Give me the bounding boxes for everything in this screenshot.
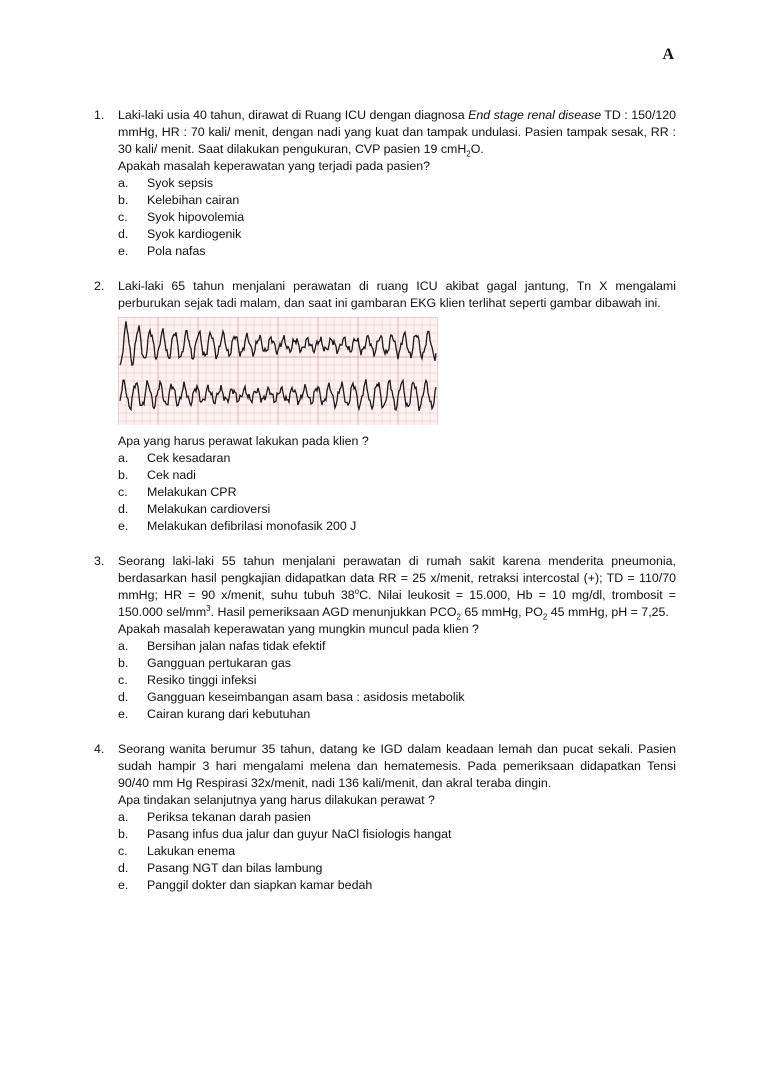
question-2 [94,278,676,535]
option-a: a. Bersihan jalan nafas tidak efektif [118,639,326,653]
option-a: a. Cek kesadaran [118,451,231,465]
question-1 [94,107,676,260]
question-prompt: Apa yang harus perawat lakukan pada klien ? [118,434,369,448]
question-number: 2. [94,279,105,293]
option-e: e. Panggil dokter dan siapkan kamar bedah [118,878,373,892]
ecg-strip-image [118,317,438,425]
question-number: 1. [94,108,105,122]
option-list [118,175,676,260]
question-prompt: Apa tindakan selanjutnya yang harus dilakukan perawat ? [118,793,435,807]
question-number: 4. [94,742,105,756]
option-e: e. Pola nafas [118,244,206,258]
option-list [118,638,676,723]
question-list [94,107,676,912]
option-d: d. Gangguan keseimbangan asam basa : asidosis metabolik [118,690,465,704]
question-stem: Laki-laki usia 40 tahun, dirawat di Ruang ICU dengan diagnosa End stage renal disease TD : 150/120 mmHg, HR : 70 kali/ menit, dengan nadi yang kuat dan tampak undulasi. Pasien tampak sesak, RR : 30 kali/ menit. Saat dilakukan pengukuran, CVP pasien 19 cmH$_2$O. [118,108,676,159]
question-prompt: Apakah masalah keperawatan yang terjadi pada pasien? [118,159,431,173]
option-b: b. Kelebihan cairan [118,193,240,207]
option-a: a. Periksa tekanan darah pasien [118,810,311,824]
question-3 [94,553,676,723]
question-4 [94,741,676,894]
option-b: b. Cek nadi [118,468,196,482]
option-d: d. Syok kardiogenik [118,227,242,241]
question-stem: Laki-laki 65 tahun menjalani perawatan di ruang ICU akibat gagal jantung, Tn X mengalami perburukan sejak tadi malam, dan saat ini gambaran EKG klien terlihat seperti gambar dibawah ini. [118,279,676,310]
option-a: a. Syok sepsis [118,176,214,190]
option-list [118,450,676,535]
page-letter: A [662,46,674,63]
option-c: c. Lakukan enema [118,844,236,858]
option-e: e. Melakukan defibrilasi monofasik 200 J [118,519,357,533]
option-b: b. Pasang infus dua jalur dan guyur NaCl fisiologis hangat [118,827,452,841]
option-d: d. Pasang NGT dan bilas lambung [118,861,323,875]
option-e: e. Cairan kurang dari kebutuhan [118,707,311,721]
option-list [118,809,676,894]
ecg-strip-svg [118,317,438,425]
option-c: c. Syok hipovolemia [118,210,245,224]
question-prompt: Apakah masalah keperawatan yang mungkin muncul pada klien ? [118,622,479,636]
option-d: d. Melakukan cardioversi [118,502,271,516]
option-c: c. Melakukan CPR [118,485,237,499]
option-c: c. Resiko tinggi infeksi [118,673,257,687]
question-stem: Seorang wanita berumur 35 tahun, datang ke IGD dalam keadaan lemah dan pucat sekali. Pasien sudah hampir 3 hari mengalami melena dan hematemesis. Pada pemeriksaan didapatkan Tensi 90/40 mm Hg Respirasi 32x/menit, nadi 136 kali/menit, dan akral teraba dingin. [118,742,676,790]
option-b: b. Gangguan pertukaran gas [118,656,291,670]
question-stem: Seorang laki-laki 55 tahun menjalani perawatan di rumah sakit karena menderita pneumonia, berdasarkan hasil pengkajian didapatkan data RR = 25 x/menit, retraksi intercostal (+); TD = 110/70 mmHg; HR = 90 x/menit, suhu tubuh 38$^o$C. Nilai leukosit = 15.000, Hb = 10 mg/dl, trombosit = 150.000 sel/$mm^3$. Hasil pemeriksaan AGD menunjukkan $PCO_2$ 65 mmHg, $PO_2$ 45 mmHg, pH = 7,25. [118,554,676,622]
question-number: 3. [94,554,105,568]
